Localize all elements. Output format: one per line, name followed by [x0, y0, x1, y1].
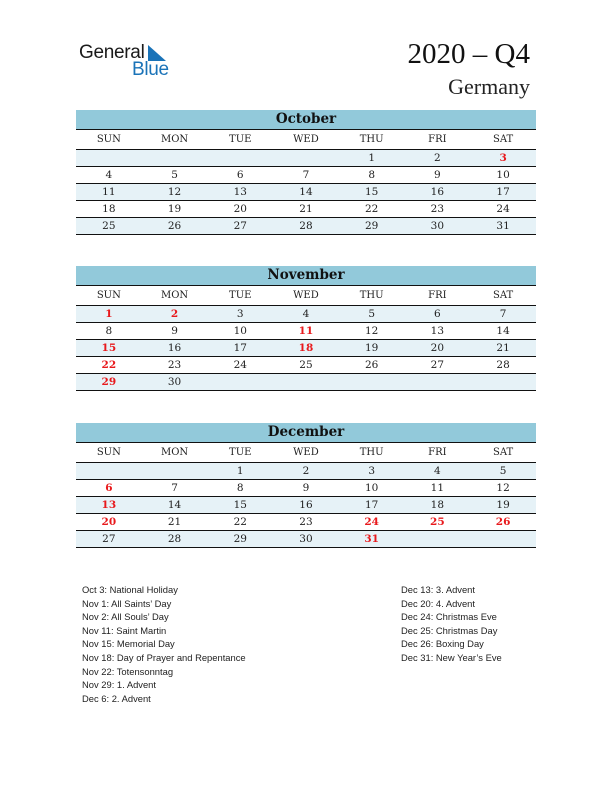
day-cell: 4: [273, 306, 339, 323]
logo: [79, 42, 179, 82]
day-cell: 5: [142, 167, 208, 184]
logo-general-text: General: [79, 42, 145, 63]
day-cell: 27: [405, 357, 471, 374]
day-cell: 30: [405, 218, 471, 235]
week-row: [76, 201, 536, 218]
holiday-note: Nov 29: 1. Advent: [82, 679, 157, 691]
weekday-label: THU: [339, 443, 405, 463]
day-cell: 6: [405, 306, 471, 323]
week-row: [76, 323, 536, 340]
weekday-label: WED: [273, 286, 339, 306]
holiday-day-cell: 2: [142, 306, 208, 323]
day-cell: [405, 531, 471, 548]
weekday-label: MON: [142, 286, 208, 306]
day-cell: 22: [339, 201, 405, 218]
weekday-label: SUN: [76, 443, 142, 463]
day-cell: 19: [339, 340, 405, 357]
day-cell: 30: [142, 374, 208, 391]
page-title: 2020 – Q4: [407, 38, 530, 70]
month-grid: [76, 286, 536, 391]
day-cell: 28: [273, 218, 339, 235]
holiday-day-cell: 18: [273, 340, 339, 357]
day-cell: 29: [207, 531, 273, 548]
month-december: [76, 423, 536, 548]
day-cell: [339, 374, 405, 391]
holiday-day-cell: 24: [339, 514, 405, 531]
day-cell: [405, 374, 471, 391]
day-cell: [76, 463, 142, 480]
day-cell: 8: [76, 323, 142, 340]
month-grid: [76, 443, 536, 548]
weekday-label: TUE: [207, 286, 273, 306]
holiday-day-cell: 26: [470, 514, 536, 531]
weekday-label: FRI: [405, 443, 471, 463]
day-cell: 18: [76, 201, 142, 218]
holiday-note: Nov 1: All Saints’ Day: [82, 597, 172, 609]
day-cell: 17: [207, 340, 273, 357]
weekday-label: SAT: [470, 130, 536, 150]
week-row: [76, 150, 536, 167]
holiday-note: Dec 25: Christmas Day: [401, 624, 498, 636]
week-row: [76, 374, 536, 391]
day-cell: 20: [207, 201, 273, 218]
day-cell: 27: [76, 531, 142, 548]
day-cell: [273, 150, 339, 167]
day-cell: 18: [405, 497, 471, 514]
day-cell: 25: [76, 218, 142, 235]
day-cell: 3: [339, 463, 405, 480]
holiday-note: Dec 24: Christmas Eve: [401, 611, 497, 623]
day-cell: 30: [273, 531, 339, 548]
holiday-note: Nov 18: Day of Prayer and Repentance: [82, 651, 246, 663]
week-row: [76, 514, 536, 531]
day-cell: 9: [142, 323, 208, 340]
day-cell: 7: [142, 480, 208, 497]
weekday-label: SUN: [76, 130, 142, 150]
weekday-header-row: [76, 286, 536, 306]
day-cell: 23: [273, 514, 339, 531]
day-cell: 16: [142, 340, 208, 357]
week-row: [76, 340, 536, 357]
week-row: [76, 306, 536, 323]
holiday-note: Nov 15: Memorial Day: [82, 638, 175, 650]
holiday-day-cell: 29: [76, 374, 142, 391]
day-cell: 31: [470, 218, 536, 235]
weekday-label: TUE: [207, 443, 273, 463]
day-cell: 15: [339, 184, 405, 201]
week-row: [76, 167, 536, 184]
day-cell: 14: [142, 497, 208, 514]
logo-blue-text: Blue: [132, 59, 169, 80]
day-cell: 11: [76, 184, 142, 201]
holiday-note: Dec 13: 3. Advent: [401, 584, 476, 595]
weekday-label: WED: [273, 443, 339, 463]
holiday-day-cell: 1: [76, 306, 142, 323]
day-cell: [273, 374, 339, 391]
day-cell: 2: [405, 150, 471, 167]
weekday-label: TUE: [207, 130, 273, 150]
day-cell: 10: [470, 167, 536, 184]
holiday-day-cell: 3: [470, 150, 536, 167]
day-cell: 17: [470, 184, 536, 201]
day-cell: [76, 150, 142, 167]
holiday-note: Nov 2: All Souls’ Day: [82, 611, 169, 623]
weekday-label: SAT: [470, 443, 536, 463]
day-cell: 24: [470, 201, 536, 218]
day-cell: 1: [207, 463, 273, 480]
day-cell: 28: [142, 531, 208, 548]
holiday-day-cell: 11: [273, 323, 339, 340]
day-cell: 21: [142, 514, 208, 531]
day-cell: 8: [339, 167, 405, 184]
weekday-label: SUN: [76, 286, 142, 306]
day-cell: 16: [273, 497, 339, 514]
week-row: [76, 463, 536, 480]
weekday-label: MON: [142, 443, 208, 463]
weekday-header-row: [76, 443, 536, 463]
day-cell: 23: [142, 357, 208, 374]
weekday-label: FRI: [405, 286, 471, 306]
day-cell: 20: [405, 340, 471, 357]
day-cell: 21: [470, 340, 536, 357]
day-cell: 4: [405, 463, 471, 480]
day-cell: 2: [273, 463, 339, 480]
holiday-list-left: [82, 583, 246, 705]
day-cell: 13: [207, 184, 273, 201]
day-cell: 19: [142, 201, 208, 218]
day-cell: 8: [207, 480, 273, 497]
day-cell: 10: [339, 480, 405, 497]
week-row: [76, 531, 536, 548]
day-cell: 23: [405, 201, 471, 218]
day-cell: 9: [405, 167, 471, 184]
day-cell: [142, 463, 208, 480]
month-title: October: [76, 110, 536, 130]
holiday-day-cell: 22: [76, 357, 142, 374]
day-cell: 26: [339, 357, 405, 374]
day-cell: 27: [207, 218, 273, 235]
weekday-label: WED: [273, 130, 339, 150]
holiday-day-cell: 6: [76, 480, 142, 497]
weekday-label: THU: [339, 130, 405, 150]
day-cell: 28: [470, 357, 536, 374]
month-october: [76, 110, 536, 235]
day-cell: 17: [339, 497, 405, 514]
day-cell: 25: [273, 357, 339, 374]
day-cell: [470, 374, 536, 391]
day-cell: 16: [405, 184, 471, 201]
day-cell: [470, 531, 536, 548]
holiday-day-cell: 31: [339, 531, 405, 548]
holiday-note: Nov 22: Totensonntag: [82, 665, 174, 677]
day-cell: 9: [273, 480, 339, 497]
holiday-note: Dec 31: New Year’s Eve: [401, 651, 502, 663]
weekday-label: MON: [142, 130, 208, 150]
day-cell: 26: [142, 218, 208, 235]
day-cell: 11: [405, 480, 471, 497]
holiday-list-right: [401, 583, 502, 665]
month-grid: [76, 130, 536, 235]
day-cell: 21: [273, 201, 339, 218]
day-cell: 1: [339, 150, 405, 167]
day-cell: 22: [207, 514, 273, 531]
holiday-day-cell: 13: [76, 497, 142, 514]
country-name: Germany: [448, 74, 530, 99]
holiday-day-cell: 15: [76, 340, 142, 357]
day-cell: 14: [470, 323, 536, 340]
holiday-note: Oct 3: National Holiday: [82, 584, 178, 595]
weekday-header-row: [76, 130, 536, 150]
weekday-label: FRI: [405, 130, 471, 150]
day-cell: 3: [207, 306, 273, 323]
day-cell: [142, 150, 208, 167]
holiday-day-cell: 25: [405, 514, 471, 531]
day-cell: 10: [207, 323, 273, 340]
month-title: November: [76, 266, 536, 286]
week-row: [76, 497, 536, 514]
weekday-label: SAT: [470, 286, 536, 306]
day-cell: 12: [142, 184, 208, 201]
week-row: [76, 184, 536, 201]
week-row: [76, 357, 536, 374]
week-row: [76, 480, 536, 497]
day-cell: 12: [470, 480, 536, 497]
day-cell: [207, 374, 273, 391]
day-cell: 7: [273, 167, 339, 184]
day-cell: 29: [339, 218, 405, 235]
holiday-note: Dec 26: Boxing Day: [401, 638, 484, 650]
day-cell: [207, 150, 273, 167]
day-cell: 13: [405, 323, 471, 340]
day-cell: 7: [470, 306, 536, 323]
holiday-note: Nov 11: Saint Martin: [82, 624, 167, 636]
day-cell: 5: [470, 463, 536, 480]
holiday-note: Dec 20: 4. Advent: [401, 597, 476, 609]
day-cell: 15: [207, 497, 273, 514]
day-cell: 14: [273, 184, 339, 201]
holiday-day-cell: 20: [76, 514, 142, 531]
holiday-note: Dec 6: 2. Advent: [82, 692, 151, 704]
day-cell: 24: [207, 357, 273, 374]
month-title: December: [76, 423, 536, 443]
month-november: [76, 266, 536, 391]
day-cell: 4: [76, 167, 142, 184]
week-row: [76, 218, 536, 235]
day-cell: 19: [470, 497, 536, 514]
day-cell: 6: [207, 167, 273, 184]
day-cell: 12: [339, 323, 405, 340]
day-cell: 5: [339, 306, 405, 323]
weekday-label: THU: [339, 286, 405, 306]
